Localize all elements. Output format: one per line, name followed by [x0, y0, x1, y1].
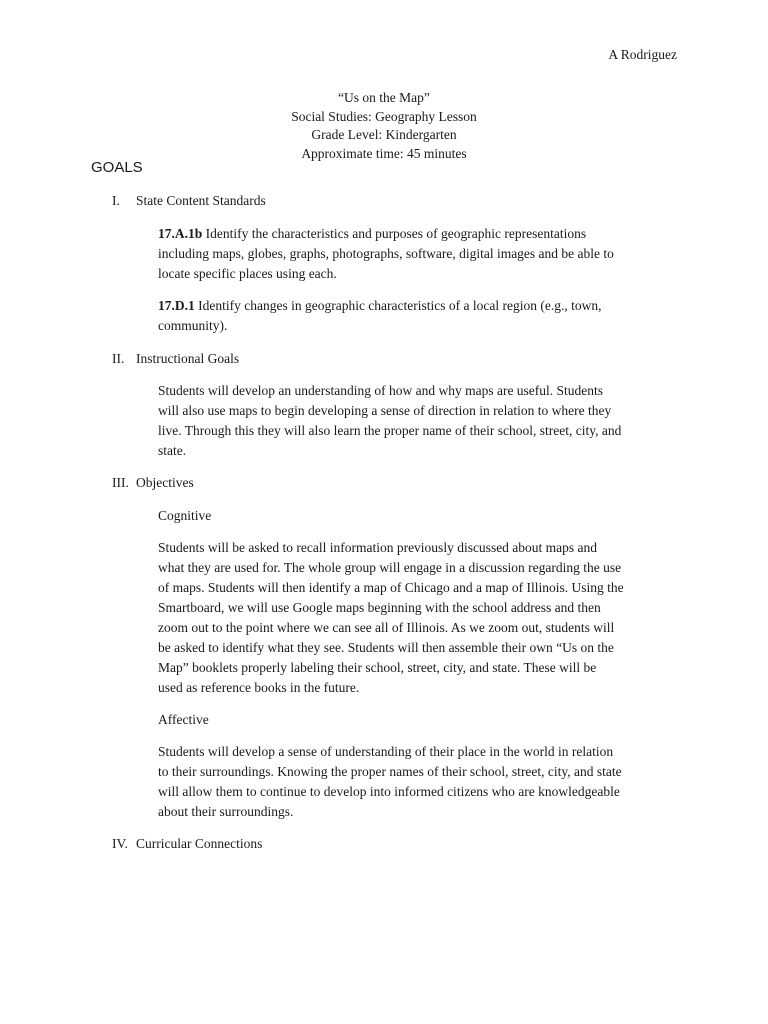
- paragraph-line: will allow them to continue to develop into informed citizens who are knowledgeable: [158, 784, 620, 799]
- paragraph-line: Smartboard, we will use Google maps beginning with the school address and then: [158, 600, 601, 615]
- paragraph-line: be asked to identify what they see. Students will then assemble their own “Us on the: [158, 640, 614, 655]
- cognitive-paragraph: [158, 538, 683, 698]
- paragraph-line: will also use maps to begin developing a sense of direction in relation to where they: [158, 403, 612, 418]
- paragraph-line: Students will develop a sense of understanding of their place in the world in relation: [158, 744, 614, 759]
- section-number: IV.: [112, 836, 128, 851]
- section-heading-instructional-goals: [112, 349, 239, 369]
- section-number: II.: [112, 351, 125, 366]
- lesson-subject: Social Studies: Geography Lesson: [291, 108, 477, 124]
- paragraph-line: Students will develop an understanding of how and why maps are useful. Students: [158, 383, 604, 398]
- standard-17a1b: [158, 224, 683, 284]
- section-title: Instructional Goals: [136, 351, 240, 366]
- standard-code: 17.A.1b: [158, 226, 203, 241]
- paragraph-line: live. Through this they will also learn the proper name of their school, street, city, and: [158, 423, 622, 438]
- section-title: Curricular Connections: [136, 836, 263, 851]
- standard-text-line: Identify the characteristics and purposes of geographic representations: [202, 226, 587, 241]
- standard-text-line: Identify changes in geographic characteristics of a local region (e.g., town,: [194, 298, 602, 313]
- standard-code: 17.D.1: [158, 298, 195, 313]
- lesson-grade-level: Grade Level: Kindergarten: [311, 127, 457, 142]
- paragraph-line: Map” booklets properly labeling their school, street, city, and state. These will be: [158, 660, 597, 675]
- paragraph-line: Students will be asked to recall information previously discussed about maps and: [158, 540, 598, 555]
- lesson-duration: Approximate time: 45 minutes: [301, 145, 467, 161]
- section-title: Objectives: [136, 475, 194, 490]
- paragraph-line: used as reference books in the future.: [158, 680, 360, 695]
- affective-paragraph: [158, 742, 683, 822]
- paragraph-line: what they are used for. The whole group will engage in a discussion regarding the use: [158, 560, 622, 575]
- paragraph-line: zoom out to the point where we can see all of Illinois. As we zoom out, students will: [158, 620, 615, 635]
- section-heading-objectives: [112, 473, 194, 493]
- lesson-title: “Us on the Map”: [338, 90, 430, 105]
- paragraph-line: state.: [158, 443, 187, 458]
- standard-text-line: including maps, globes, graphs, photographs, software, digital images and be able to: [158, 246, 614, 261]
- section-heading-curricular-connections: [112, 834, 262, 854]
- standard-17d1: [158, 296, 683, 336]
- paragraph-line: about their surroundings.: [158, 804, 294, 819]
- subheading-affective: Affective: [158, 712, 209, 727]
- author-name: A Rodriguez: [608, 47, 677, 62]
- paragraph-line: of maps. Students will then identify a map of Chicago and a map of Illinois. Using the: [158, 580, 624, 595]
- lesson-title-block: [0, 89, 768, 163]
- section-heading-state-standards: [112, 191, 266, 211]
- goals-heading: GOALS: [91, 159, 143, 176]
- section-number: I.: [112, 193, 120, 208]
- section-number: III.: [112, 475, 129, 490]
- subheading-cognitive: Cognitive: [158, 508, 212, 523]
- instructional-goals-paragraph: [158, 381, 683, 461]
- section-title: State Content Standards: [136, 193, 266, 208]
- standard-text-line: locate specific places using each.: [158, 266, 337, 281]
- paragraph-line: to their surroundings. Knowing the proper names of their school, street, city, and state: [158, 764, 622, 779]
- standard-text-line: community).: [158, 318, 228, 333]
